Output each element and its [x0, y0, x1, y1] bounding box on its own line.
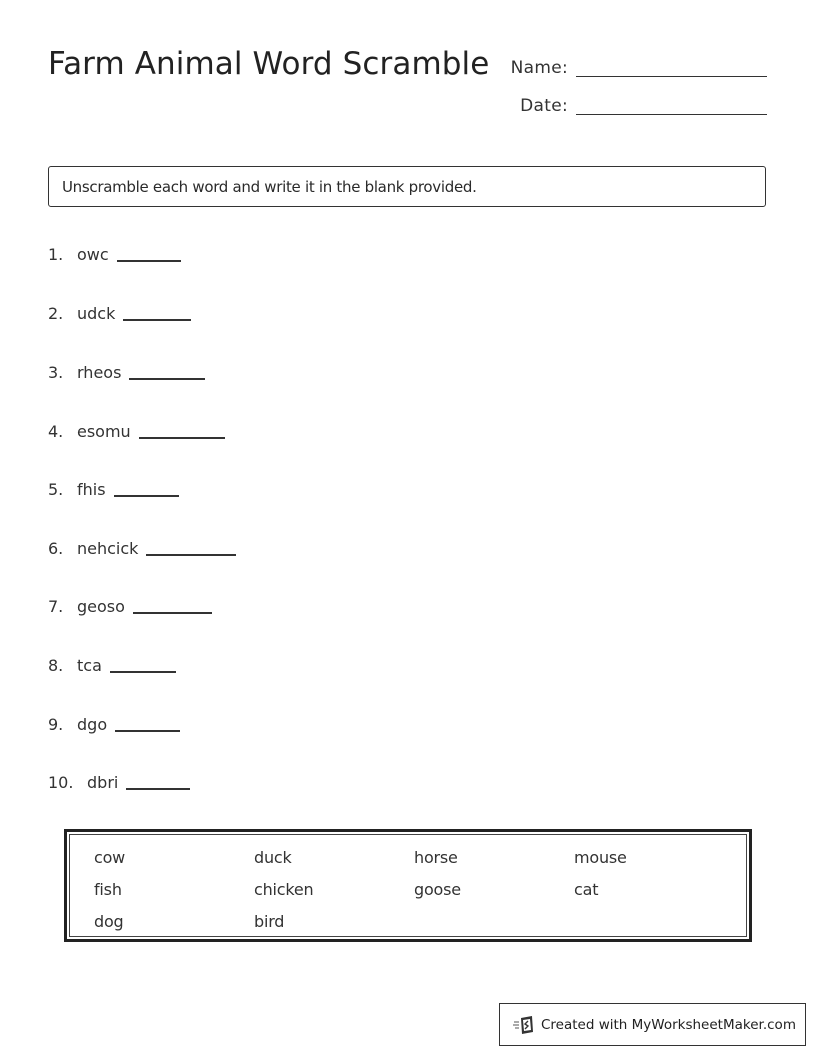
question-number: 8.	[48, 656, 64, 675]
question-item	[48, 715, 180, 734]
word-bank-inner	[69, 834, 747, 937]
name-field	[500, 52, 767, 78]
word-bank-item: mouse	[574, 848, 627, 867]
instructions-text: Unscramble each word and write it in the blank provided.	[62, 177, 477, 196]
word-bank-item: cat	[574, 880, 599, 899]
answer-blank[interactable]	[129, 378, 205, 380]
question-item	[48, 363, 205, 382]
scrambled-word: tca	[77, 656, 102, 675]
question-item	[48, 304, 191, 323]
scrambled-word: dgo	[77, 715, 108, 734]
answer-blank[interactable]	[146, 554, 236, 556]
answer-blank[interactable]	[139, 437, 225, 439]
credit-badge[interactable]	[499, 1003, 806, 1046]
scrambled-word: owc	[77, 245, 109, 264]
question-number: 7.	[48, 597, 64, 616]
scrambled-word: esomu	[77, 422, 131, 441]
question-item	[48, 480, 179, 499]
word-bank-item: horse	[414, 848, 458, 867]
question-item	[48, 773, 190, 792]
answer-blank[interactable]	[133, 612, 212, 614]
answer-blank[interactable]	[110, 671, 176, 673]
scrambled-word: nehcick	[77, 539, 139, 558]
scrambled-word: geoso	[77, 597, 125, 616]
scrambled-word: rheos	[77, 363, 122, 382]
worksheet-maker-logo-icon	[513, 1015, 535, 1035]
word-bank-item: goose	[414, 880, 461, 899]
scrambled-word: fhis	[77, 480, 106, 499]
answer-blank[interactable]	[123, 319, 191, 321]
word-bank-item: duck	[254, 848, 292, 867]
answer-blank[interactable]	[115, 730, 180, 732]
answer-blank[interactable]	[114, 495, 179, 497]
question-number: 1.	[48, 245, 64, 264]
question-number: 9.	[48, 715, 64, 734]
question-item	[48, 422, 225, 441]
credit-text: Created with MyWorksheetMaker.com	[541, 1016, 796, 1033]
word-bank-item: dog	[94, 912, 124, 931]
scrambled-word: udck	[77, 304, 116, 323]
date-blank-line[interactable]	[576, 114, 767, 115]
question-item	[48, 539, 236, 558]
question-number: 5.	[48, 480, 64, 499]
page-title: Farm Animal Word Scramble	[48, 46, 490, 82]
question-item	[48, 597, 212, 616]
question-number: 4.	[48, 422, 64, 441]
name-label: Name:	[510, 58, 568, 78]
date-field	[500, 90, 767, 116]
word-bank-item: bird	[254, 912, 285, 931]
instructions-box	[48, 166, 766, 207]
word-bank-item: cow	[94, 848, 126, 867]
question-number: 10.	[48, 773, 74, 792]
word-bank-item: chicken	[254, 880, 314, 899]
answer-blank[interactable]	[126, 788, 190, 790]
question-item	[48, 656, 176, 675]
word-bank	[64, 829, 752, 942]
question-item	[48, 245, 181, 264]
question-number: 3.	[48, 363, 64, 382]
question-number: 6.	[48, 539, 64, 558]
scrambled-word: dbri	[87, 773, 119, 792]
date-label: Date:	[520, 96, 568, 116]
answer-blank[interactable]	[117, 260, 181, 262]
question-number: 2.	[48, 304, 64, 323]
word-bank-item: fish	[94, 880, 122, 899]
name-blank-line[interactable]	[576, 76, 767, 77]
